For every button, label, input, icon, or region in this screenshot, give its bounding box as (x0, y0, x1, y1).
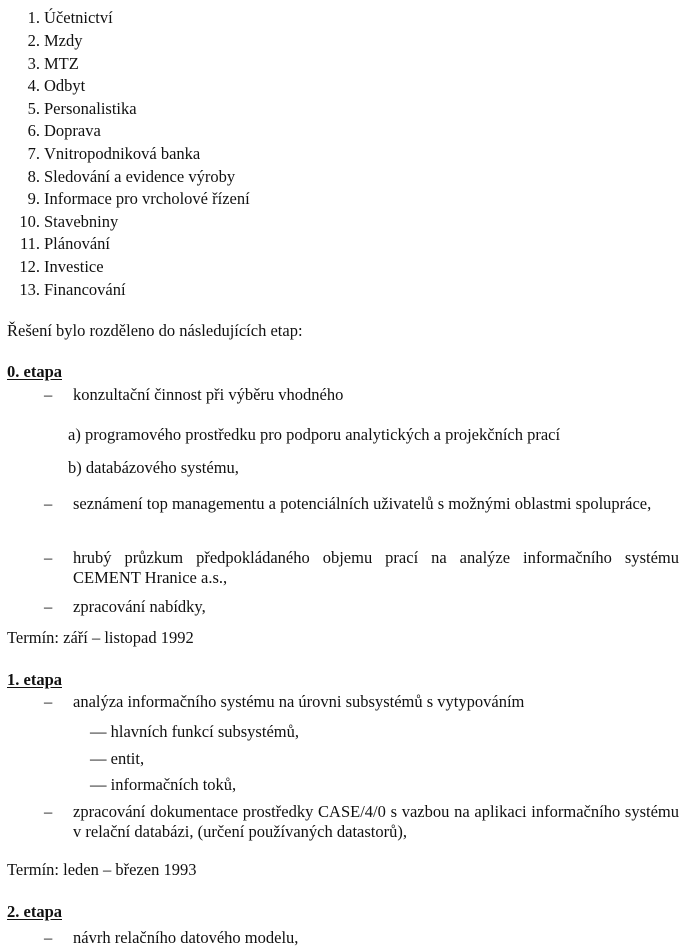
stage-1-subitem-entities: — entit, (90, 749, 145, 768)
dash-bullet: – (44, 802, 53, 821)
stage-0-subitem-a: a) programového prostředku pro podporu analytických a projekčních prací (68, 425, 561, 444)
stage-2-item-model: návrh relačního datového modelu, (73, 928, 299, 947)
list-item: 13. Financování (19, 280, 126, 299)
dash-bullet: – (44, 548, 53, 567)
stage-1-subitem-functions: — hlavních funkcí subsystémů, (90, 722, 299, 741)
stage-0-term: Termín: září – listopad 1992 (7, 628, 194, 647)
list-item: 2. Mzdy (27, 31, 83, 50)
stage-1-item-documentation: zpracování dokumentace prostředky CASE/4/0 s vazbou na aplikaci informačního systému v relační databázi, (určení používaných datastorů), (73, 802, 679, 841)
dash-bullet: – (44, 928, 53, 947)
dash-bullet: – (44, 494, 53, 513)
list-item: 3. MTZ (27, 54, 79, 73)
list-item: 10. Stavebniny (19, 212, 119, 231)
stage-0-heading: 0. etapa (7, 362, 62, 381)
list-item: 1. Účetnictví (27, 8, 113, 27)
stage-0-item-survey: hrubý průzkum předpokládaného objemu prací na analýze informačního systému CEMENT Hranice a.s., (73, 548, 679, 587)
list-item: 7. Vnitropodniková banka (27, 144, 201, 163)
list-item: 5. Personalistika (27, 99, 137, 118)
stage-1-heading: 1. etapa (7, 670, 62, 689)
stage-2-heading: 2. etapa (7, 902, 62, 921)
list-item: 9. Informace pro vrcholové řízení (27, 189, 250, 208)
dash-bullet: – (44, 692, 53, 711)
stage-1-term: Termín: leden – březen 1993 (7, 860, 197, 879)
intro-text: Řešení bylo rozděleno do následujících etap: (7, 321, 303, 340)
stage-0-item-consulting: konzultační činnost při výběru vhodného (73, 385, 344, 404)
list-item: 4. Odbyt (27, 76, 86, 95)
stage-0-item-offer: zpracování nabídky, (73, 597, 206, 616)
dash-bullet: – (44, 385, 53, 404)
list-item: 8. Sledování a evidence výroby (27, 167, 236, 186)
stage-0-subitem-b: b) databázového systému, (68, 458, 239, 477)
stage-0-item-management: seznámení top managementu a potenciálních uživatelů s možnými oblastmi spolupráce, (73, 494, 652, 513)
list-item: 11. Plánování (19, 234, 110, 253)
list-item: 6. Doprava (27, 121, 101, 140)
list-item: 12. Investice (19, 257, 104, 276)
stage-1-item-analysis: analýza informačního systému na úrovni subsystémů s vytypováním (73, 692, 525, 711)
dash-bullet: – (44, 597, 53, 616)
stage-1-subitem-flows: — informačních toků, (90, 775, 237, 794)
